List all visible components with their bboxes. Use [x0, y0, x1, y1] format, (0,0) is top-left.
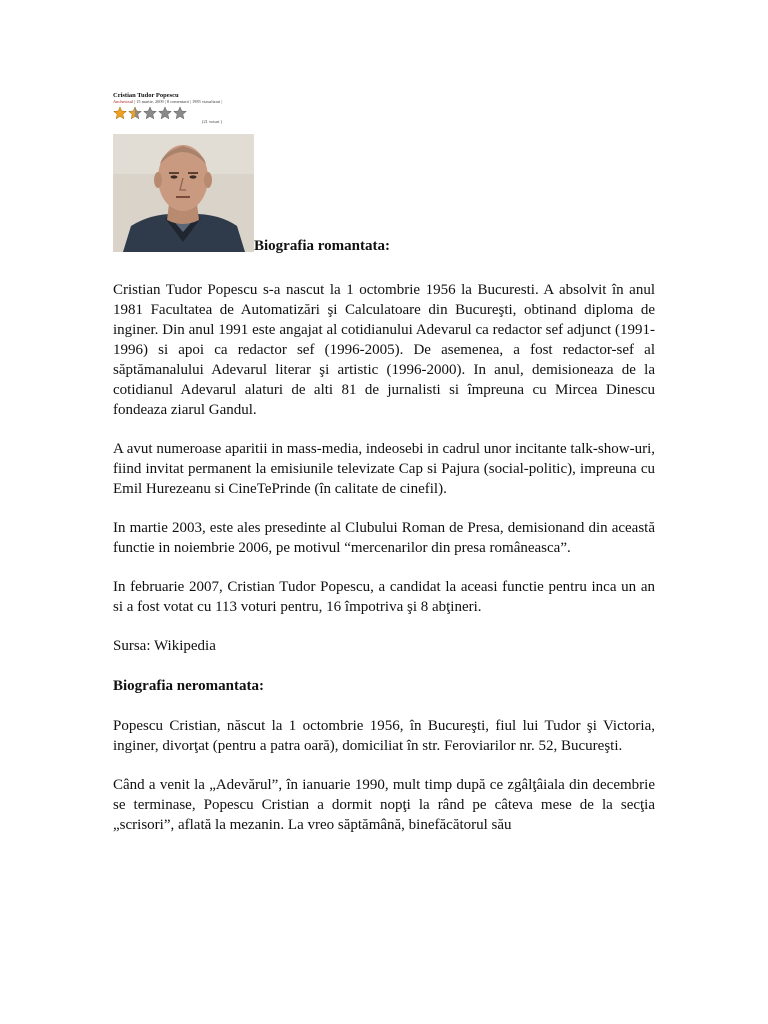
- paragraph: Popescu Cristian, născut la 1 octombrie 1956, în Bucureşti, fiul lui Tudor şi Victoria, inginer, divorţat (pentru a patra oară), domiciliat în str. Feroviarilor nr. 52, Bucureşti.: [113, 718, 655, 754]
- post-meta: [113, 99, 655, 105]
- post-title[interactable]: Cristian Tudor Popescu: [113, 92, 179, 99]
- star-icon[interactable]: [113, 106, 127, 120]
- source-credit: Sursa: Wikipedia: [113, 638, 216, 654]
- article: [113, 92, 655, 854]
- post-meta-details: | 15 martie, 2009 | 8 comentarii | 1985 vizualizari |: [133, 99, 223, 104]
- paragraph: In martie 2003, este ales presedinte al Clubului Roman de Presa, demisionand din această functie in noiembrie 2006, pe motivul “mercenarilor din presa româneasca”.: [113, 520, 655, 556]
- star-icon[interactable]: [128, 106, 142, 120]
- vote-count: (21 voturi ): [202, 119, 222, 124]
- section-heading-neromantata: Biografia neromantata:: [113, 678, 264, 694]
- star-icon[interactable]: [143, 106, 157, 120]
- article-body: [113, 280, 655, 835]
- paragraph: Când a venit la „Adevărul”, în ianuarie 1990, mult timp după ce zgâlţâiala din decembrie se terminase, Popescu Cristian a dormit nopţi la rând pe câteva mese de la secţia „scrisori”, aflată la mezanin. La vreo săptămână, binefăcătorul său: [113, 777, 655, 833]
- paragraph: A avut numeroase aparitii in mass-media, indeosebi in cadrul unor incitante talk-show-uri, fiind invitat permanent la emisiunile televizate Cap si Pajura (social-politic), impreuna cu Emil Hurezeanu si CineTePrinde (în calitate de cinefil).: [113, 441, 655, 497]
- star-rating[interactable]: [113, 106, 655, 120]
- paragraph: Cristian Tudor Popescu s-a nascut la 1 octombrie 1956 la Bucuresti. A absolvit în anul 1981 Facultatea de Automatizări şi Calculatoare din Bucureşti, obtinand diploma de inginer. Din anul 1991 este angajat al cotidianului Adevarul ca redactor sef adjunct (1991-1996) si apoi ca redactor sef (1996-2005). De asemenea, a fost redactor-sef al săptămanalului Adevarul literar şi artistic (1996-2000). In anul, demisioneaza de la cotidianul Adevarul alaturi de alti 81 de jurnalisti si împreuna cu Mircea Dinescu fondeaza ziarul Gandul.: [113, 282, 655, 418]
- section-heading-romantata: Biografia romantata:: [254, 238, 390, 254]
- post-category-link[interactable]: Anchetosul: [113, 99, 133, 104]
- portrait-photo: [113, 134, 254, 252]
- paragraph: In februarie 2007, Cristian Tudor Popescu, a candidat la aceasi functie pentru inca un an si a fost votat cu 113 voturi pentru, 16 împotriva şi 8 abţineri.: [113, 579, 655, 615]
- photo-heading-row: [113, 134, 655, 252]
- star-icon[interactable]: [173, 106, 187, 120]
- star-icon[interactable]: [158, 106, 172, 120]
- rating-widget: [113, 106, 655, 126]
